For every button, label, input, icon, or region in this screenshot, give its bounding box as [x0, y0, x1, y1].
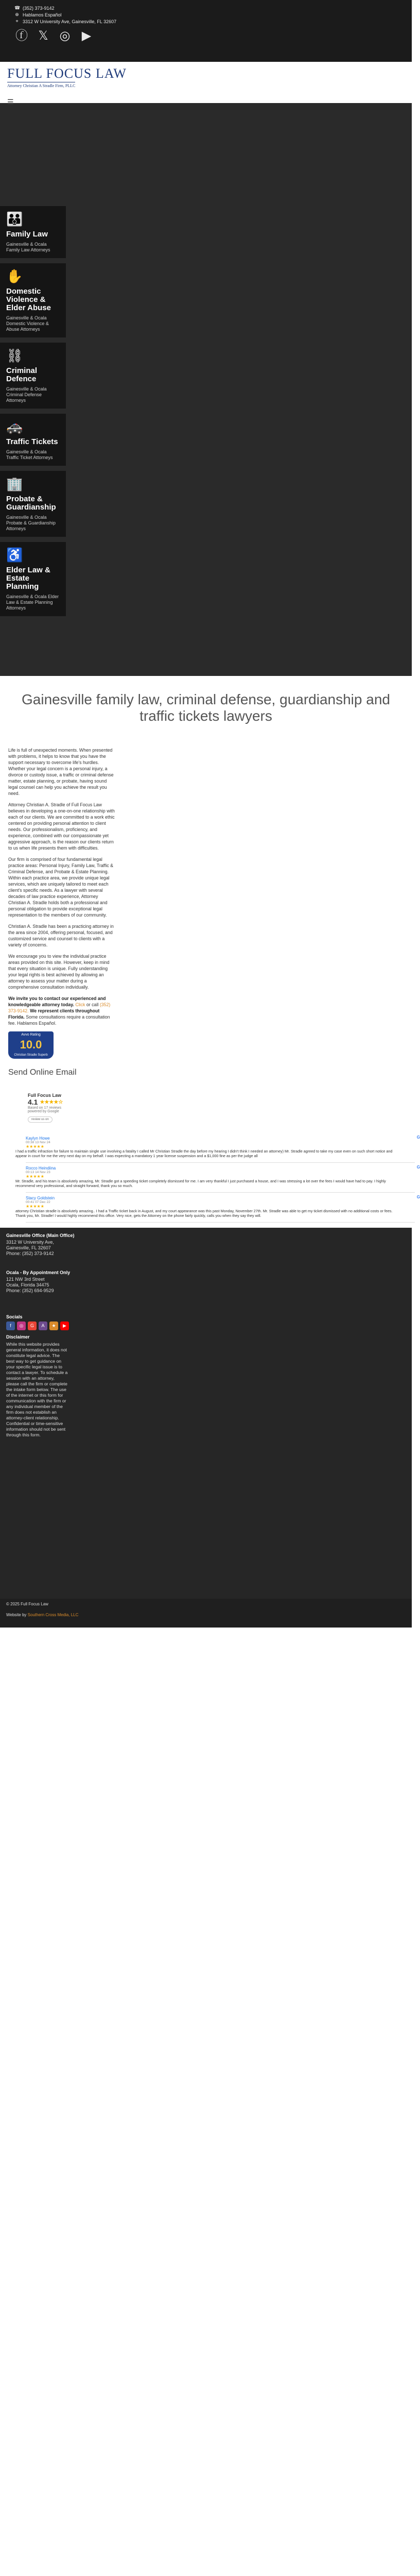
review-date: 00:38 13 Nov 24 — [26, 1141, 50, 1144]
yelp-icon[interactable]: ★ — [49, 1321, 58, 1330]
offices-section — [0, 1228, 412, 1599]
practice-areas-section — [0, 103, 412, 676]
credit-link[interactable]: Southern Cross Media, LLC — [27, 1613, 79, 1617]
badge-bottom: Christian Stradle Superb — [8, 1053, 54, 1059]
instagram-icon[interactable]: ◎ — [17, 1321, 26, 1330]
practice-desc: Gainesville & Ocala Family Law Attorneys — [6, 242, 50, 252]
about-paragraph: Attorney Christian A. Stradle of Full Focus Law believes in developing a one-on-one relationship with each of our clients. We are committed to a work ethic centered on providing personal attention to client needs. Our professionalism, proficiency, and experience, combined with our compassionate yet aggressive approach, is the reason our clients return to us when life presents them with difficulties. — [8, 802, 115, 851]
menu-icon[interactable]: ☰ — [7, 98, 14, 106]
practice-tile-family-law[interactable] — [0, 206, 66, 258]
practice-tile-traffic-tickets[interactable] — [0, 414, 66, 466]
reviews-list — [8, 1133, 420, 1223]
building-icon: 🏢 — [6, 476, 23, 492]
review-item — [15, 1133, 420, 1163]
phone-text[interactable]: (352) 373-9142 — [23, 5, 55, 11]
website-credit — [0, 1609, 412, 1628]
practice-title: Elder Law & Estate Planning — [6, 566, 50, 591]
click-link[interactable]: Click — [75, 1002, 85, 1007]
practice-tile-domestic-violence[interactable] — [0, 263, 66, 337]
practice-tile-criminal-defence[interactable] — [0, 343, 66, 409]
site-header — [0, 62, 412, 106]
office-line2: Gainesville, FL 32607 — [6, 1245, 51, 1250]
avvo-badge[interactable] — [8, 1031, 54, 1059]
top-bar — [0, 0, 412, 62]
practice-desc: Gainesville & Ocala Criminal Defense Attorneys — [6, 386, 47, 403]
main-content — [0, 676, 420, 1228]
youtube-icon[interactable]: ▶ — [81, 29, 92, 43]
practice-desc: Gainesville & Ocala Domestic Violence & Abuse Attorneys — [6, 315, 49, 332]
socials-title: Socials — [6, 1314, 23, 1319]
practice-desc: Gainesville & Ocala Probate & Guardianship Attorneys — [6, 515, 56, 531]
intro-paragraph: Life is full of unexpected moments. When presented with problems, it helps to know that you have the support necessary to overcome life's hurdles. Whether your legal concern is a personal injury, a divorce or custody issue, a traffic or criminal defense matter, estate planning, or probate, having sound legal counsel can help you achieve the result you need. — [8, 748, 114, 796]
disclaimer-text: While this website provides general information, it does not constitute legal advice. The best way to get guidance on your specific legal issue is to contact a lawyer. To schedule a session with an attorney, please call the firm or complete the intake form below. The use of the internet or this form for communication with the firm or any individual member of the firm does not establish an attorney-client relationship. Confidential or time-sensitive information should not be sent through this form. — [6, 1342, 68, 1437]
facebook-icon[interactable]: f — [6, 1321, 15, 1330]
badge-top: Avvo Rating — [8, 1031, 54, 1038]
practice-title: Probate & Guardianship — [6, 495, 56, 512]
family-icon: 👪 — [6, 211, 23, 227]
avvo-icon[interactable]: A — [39, 1321, 47, 1330]
phone-row[interactable] — [14, 5, 405, 11]
office-gainesville — [6, 1233, 406, 1257]
credit-prefix: Website by — [6, 1613, 27, 1617]
review-stars: ★★★★★ — [26, 1204, 44, 1209]
or-call-text: or call — [86, 1002, 99, 1007]
facebook-icon[interactable]: ⓕ — [15, 29, 28, 43]
copyright: © 2025 Full Focus Law — [0, 1599, 412, 1609]
review-stars: ★★★★★ — [26, 1144, 44, 1149]
office-line1: 121 NW 3rd Street — [6, 1277, 45, 1282]
google-icon: G — [416, 1135, 420, 1140]
send-email-link[interactable]: Send Online Email — [8, 1068, 77, 1077]
phone-icon: ☎ — [14, 5, 21, 10]
call-link[interactable]: (352) 373-9142. — [8, 1002, 111, 1013]
twitter-x-icon[interactable]: 𝕏 — [38, 29, 48, 43]
google-icon[interactable]: G — [28, 1321, 37, 1330]
encourage-paragraph: We encourage you to view the individual practice areas provided on this site. However, keep in mind that every situation is unique. Fully understanding your legal rights is best achieved by allowing an attorney to assess your matter during a comprehensive consultation individually. — [8, 954, 110, 990]
invite-paragraph — [8, 995, 116, 1026]
globe-icon: ⊕ — [15, 12, 19, 17]
practice-title: Family Law — [6, 230, 48, 239]
instagram-icon[interactable]: ◎ — [59, 29, 71, 43]
wheelchair-icon: ♿ — [6, 547, 23, 563]
language-row — [14, 12, 405, 18]
address-row[interactable] — [14, 19, 405, 24]
review-text: Mr. Stradle, and his team is absolutely amazing, Mr. Stradle got a speeding ticket completely dismissed for me. I am very thankful I just purchased a house, and I was stressing a lot over the fees I would have had to pay. I highly recommend very professional, and straight forward, thank you so much. — [15, 1179, 386, 1188]
practice-title: Traffic Tickets — [6, 437, 58, 446]
google-reviews-widget — [28, 1093, 114, 1123]
review-item — [15, 1163, 420, 1193]
star-icons: ★★★★☆ — [40, 1099, 63, 1105]
office-phone[interactable]: Phone: (352) 373-9142 — [6, 1251, 54, 1256]
google-icon: G — [416, 1165, 420, 1170]
office-title: Ocala - By Appointment Only — [6, 1270, 71, 1275]
handcuffs-icon: ⛓ — [6, 348, 24, 363]
page-title: Gainesville family law, criminal defense, guardianship and traffic tickets lawyers — [22, 691, 390, 724]
review-date: 00:41 07 Dec 22 — [26, 1200, 50, 1204]
review-date: 00:13 14 Nov 23 — [26, 1171, 50, 1174]
car-icon: 🚓 — [6, 419, 23, 434]
site-logo[interactable] — [7, 67, 405, 90]
address-text[interactable]: 3312 W University Ave, Gainesville, FL 32607 — [23, 19, 117, 24]
office-line2: Ocala, Florida 34475 — [6, 1282, 49, 1287]
practice-title: Domestic Violence & Elder Abuse — [6, 287, 51, 312]
review-stars: ★★★★★ — [26, 1174, 44, 1179]
rating-value: 4.1 — [28, 1098, 38, 1106]
office-title: Gainesville Office (Main Office) — [6, 1233, 75, 1238]
badge-score: 10.0 — [8, 1038, 54, 1053]
disclaimer-title: Disclaimer — [6, 1334, 30, 1340]
logo-tagline: Attorney Christian A Stradle Firm, PLLC — [7, 82, 75, 88]
review-us-button[interactable]: review us on — [28, 1116, 52, 1123]
hands-icon: ✋ — [6, 268, 23, 284]
widget-rating — [28, 1098, 114, 1106]
reviewer-name[interactable]: Stacy Goldstein — [26, 1196, 55, 1200]
top-social-icons — [14, 29, 405, 43]
practice-tile-probate[interactable] — [0, 471, 66, 537]
review-item — [15, 1193, 420, 1223]
widget-based: Based on 17 reviews — [28, 1106, 61, 1110]
reviewer-name[interactable]: Rocco Heindiina — [26, 1166, 56, 1171]
disclaimer-block — [6, 1334, 68, 1438]
youtube-icon[interactable]: ▶ — [60, 1321, 69, 1330]
review-text: I had a traffic infraction for failure to maintain single use involving a fatality I called Mr Christian Stradle the day before my hearing I didn't think I needed an attorney) Mr. Stradle agreed to take my case even on such short notice and appear in court for me the very next day on my behalf. I was expecting a mandatory 1 year license suspension and a $1,000 fine as per the judge all — [15, 1149, 393, 1158]
practice-paragraph: Our firm is comprised of four fundamental legal practice areas: Personal Injury, Family Law, Traffic & Criminal Defense, and Probate & Estate Planning. Within each practice area, we provide unique legal services, which are uniquely tailored to meet each client's specific needs. As a lawyer with several decades of law practice experience, Attorney Christian A. Stradle holds both a professional and personal obligation to provide exceptional legal representation to the members of our community. — [8, 857, 114, 918]
widget-biz: Full Focus Law — [28, 1093, 62, 1098]
logo-name: FULL FOCUS LAW — [7, 66, 127, 81]
practice-title: Criminal Defence — [6, 366, 38, 383]
practice-desc: Gainesville & Ocala Elder Law & Estate Planning Attorneys — [6, 594, 59, 611]
location-icon: ⌖ — [15, 19, 19, 24]
practice-desc: Gainesville & Ocala Traffic Ticket Attorneys — [6, 449, 53, 460]
reviewer-name[interactable]: Kaylyn Howe — [26, 1136, 50, 1141]
widget-powered: powered by Google — [28, 1110, 59, 1113]
office-line1: 3312 W University Ave, — [6, 1240, 54, 1245]
office-ocala — [6, 1270, 406, 1294]
review-text: attorney Christian stradle is absolutely amazing.. I had a Traffic ticket back in August, and my court appearance was this past Monday, November 27th. Mr. Stradle was able to get my ticket dismissed with no additional costs or fees. Thank you, Mr. Stradle! I would highly recommend this office. Very nice, gets the Attorney on the phone fairly quickly, calls you when they say they will. — [15, 1209, 393, 1218]
language-text: Hablamos Español — [23, 12, 62, 18]
experience-paragraph: Christian A. Stradle has been a practicing attorney in the area since 2004, offering personal, focused, and customized service and counsel to clients with a variety of concerns. — [8, 924, 114, 947]
office-phone[interactable]: Phone: (352) 694-9529 — [6, 1288, 54, 1293]
practice-tile-elder-law[interactable] — [0, 542, 66, 616]
invite-text: We invite you to contact our experienced and knowledgeable attorney today. — [8, 996, 106, 1007]
socials-icons — [6, 1321, 406, 1330]
consultation-text: Some consultations require a consultation fee. Hablamos Español. — [8, 1014, 110, 1026]
google-icon: G — [416, 1195, 420, 1199]
represent-text: We represent clients throughout Florida. — [8, 1008, 100, 1020]
socials-block — [6, 1314, 406, 1330]
